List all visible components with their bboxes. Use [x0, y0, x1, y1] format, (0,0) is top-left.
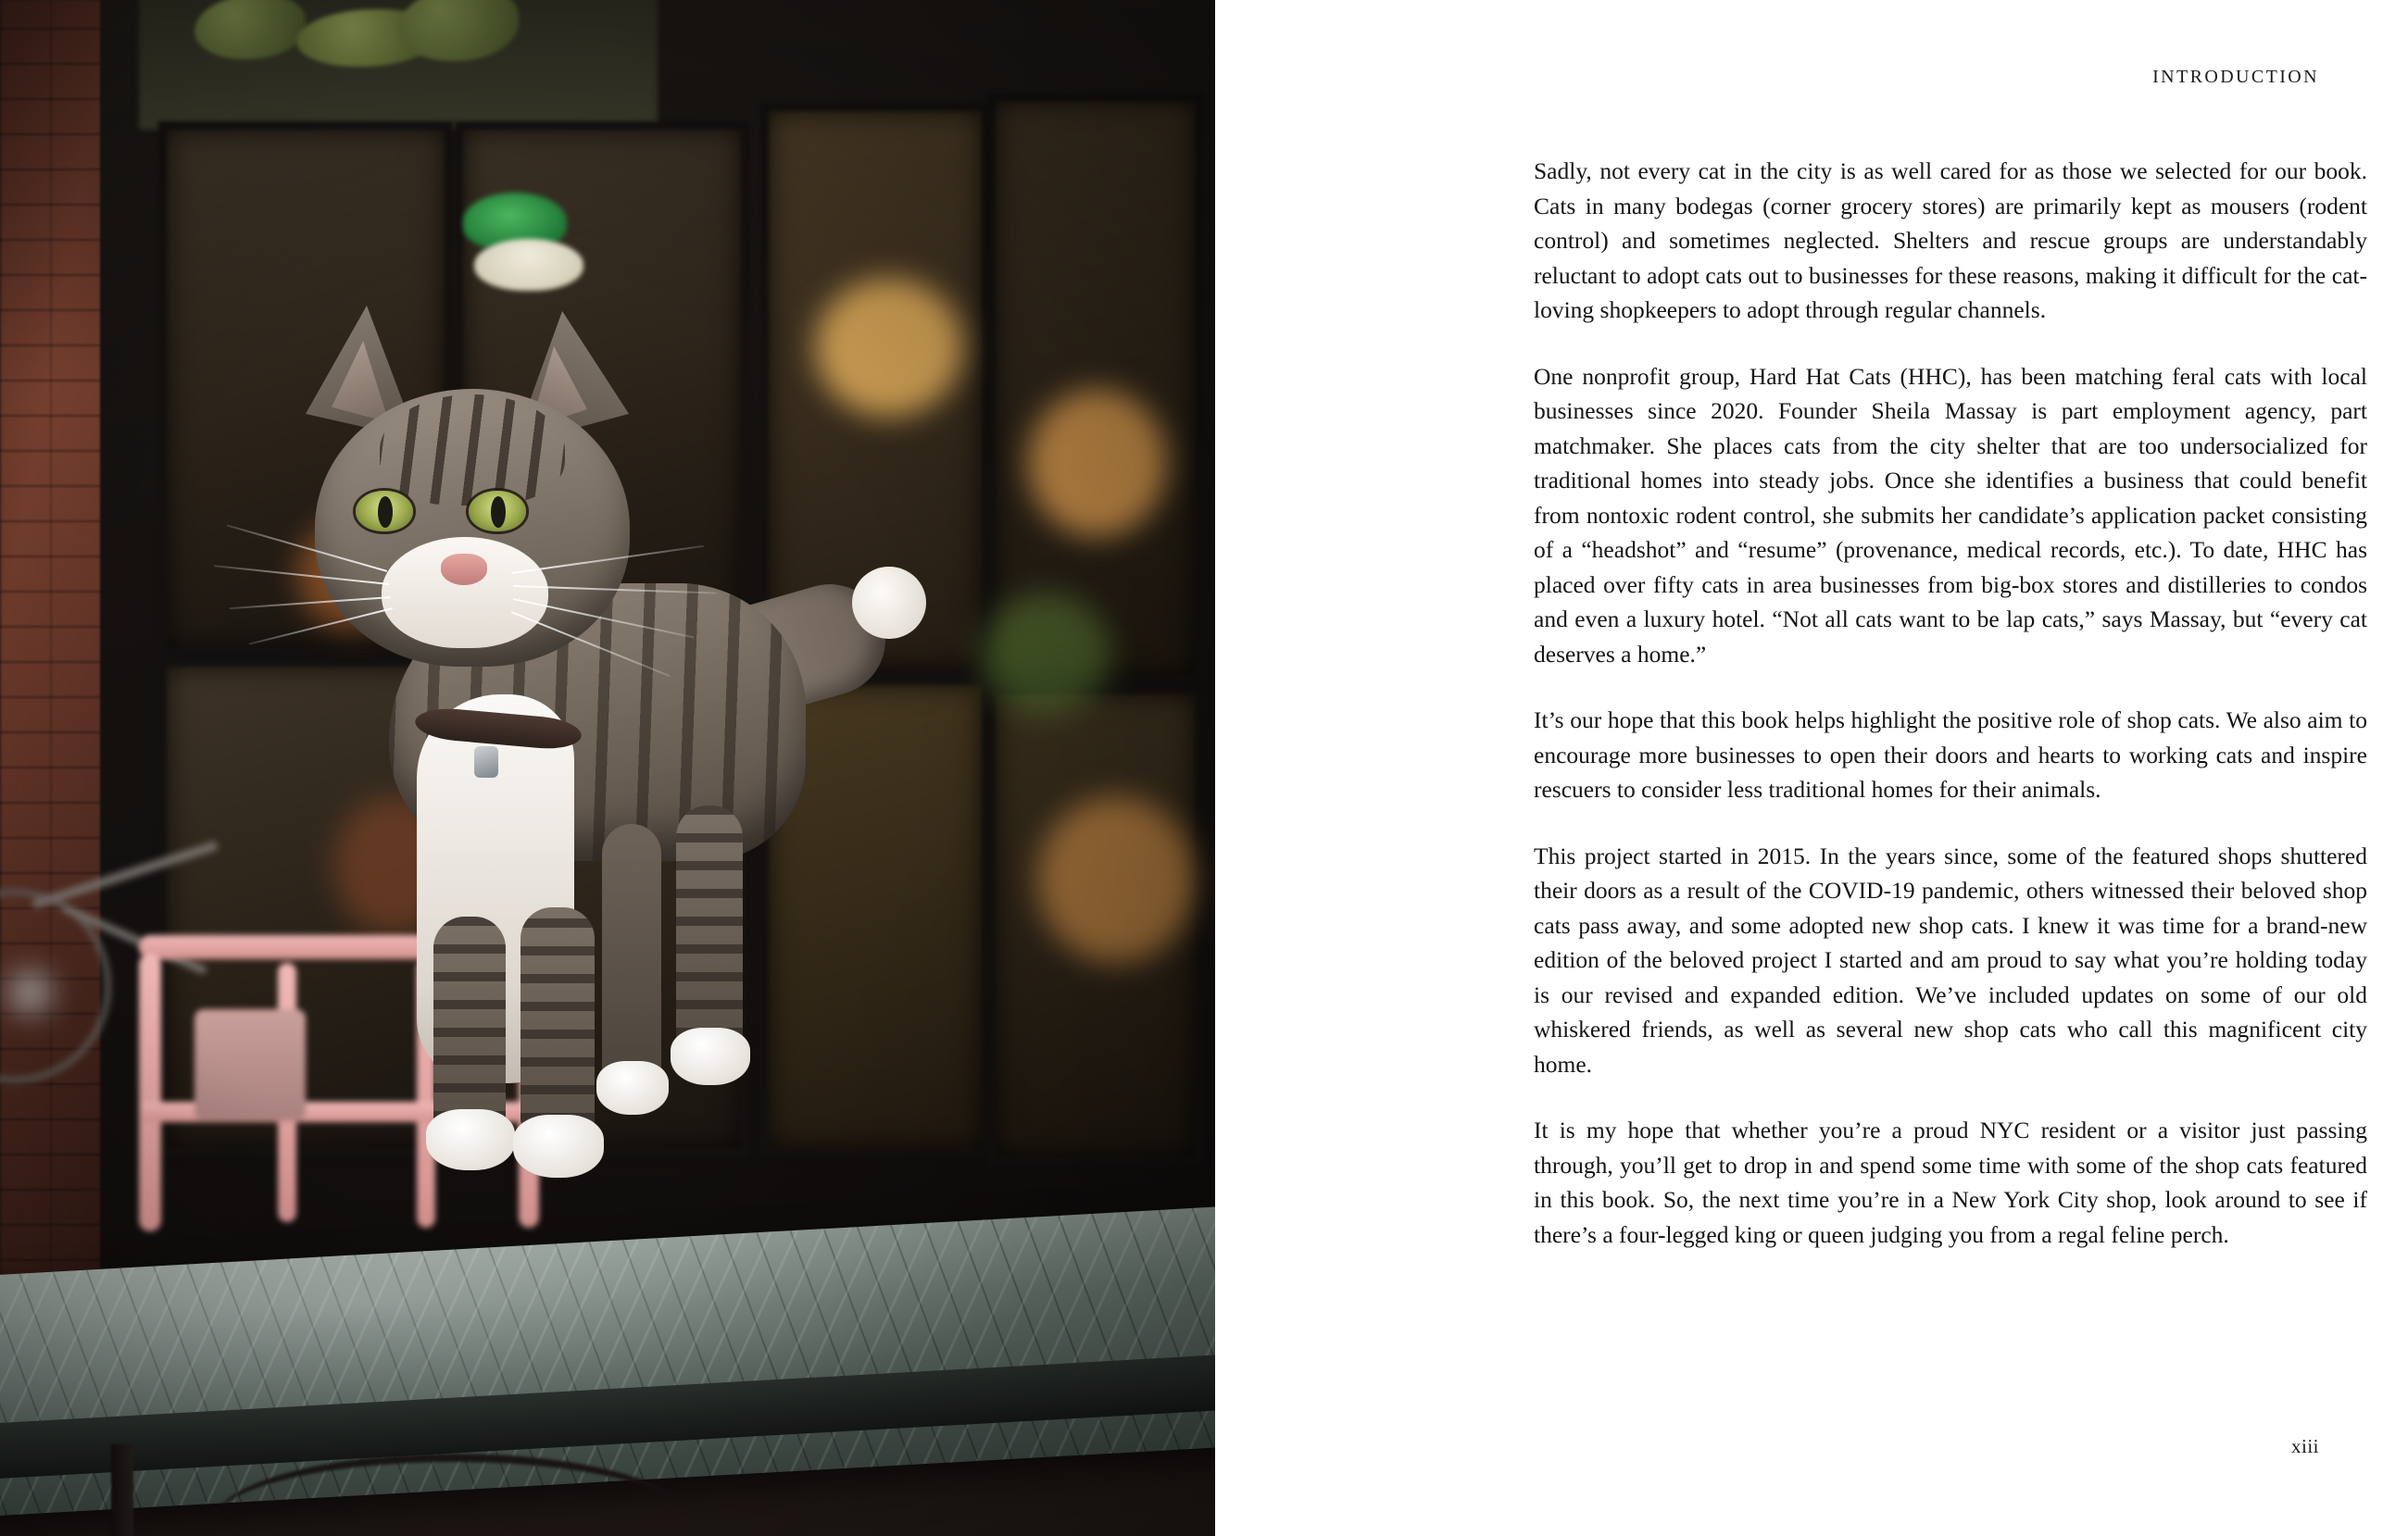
- paragraph: It’s our hope that this book helps highlight the positive role of shop cats. We also aim to encourage more businesses to open their doors and hearts to working cats and inspire rescuers to consider less traditional homes for their animals.: [1534, 706, 2367, 803]
- cat-id-tag: [474, 746, 498, 778]
- body-text-column: [1534, 154, 2367, 1252]
- cat-pupil-right: [491, 496, 506, 528]
- page-number: xiii: [2290, 1435, 2319, 1457]
- cat-front-paw: [513, 1115, 604, 1178]
- running-head: INTRODUCTION: [2152, 67, 2319, 87]
- interior-light-glow: [1028, 389, 1167, 537]
- paragraph: It is my hope that whether you’re a proud NYC resident or a visitor just passing through, you’ll get to drop in and spend some time with some of the shop cats featured in this book. So, the next time you’re in a New York City shop, look around to see if there’s a four-legged king or queen judging you from a regal feline perch.: [1534, 1117, 2367, 1248]
- cat-forehead-stripes: [380, 394, 565, 506]
- paragraph: Sadly, not every cat in the city is as well cared for as those we selected for our book. Cats in many bodegas (corner grocery stores) are primarily kept as mousers (rodent control) and sometimes neglected. Shelters and rescue groups are understandably reluctant to adopt cats out to businesses for these reasons, making it difficult for the cat-loving shopkeepers to adopt through regular channels.: [1534, 157, 2367, 323]
- cat-nose: [441, 554, 487, 585]
- cat-pupil-left: [378, 496, 393, 528]
- interior-light-glow: [982, 593, 1111, 713]
- cat-front-leg-stripes: [520, 907, 595, 1150]
- pendant-lamp-shade: [474, 239, 583, 291]
- shop-cat: [278, 306, 982, 1370]
- cat-paw: [671, 1028, 750, 1085]
- interior-light-glow: [1037, 796, 1195, 963]
- cat-leg: [602, 824, 661, 1102]
- paragraph: One nonprofit group, Hard Hat Cats (HHC), has been matching feral cats with local businesses since 2020. Founder Sheila Massay is part employment agency, part matchmaker. She places cats from the city shelter that are too undersocialized for traditional homes into steady jobs. Once she identifies a business that could benefit from nontoxic rodent control, she submits her candidate’s application packet consisting of a “headshot” and “resume” (provenance, medical records, etc.). To date, HHC has placed over fifty cats in area businesses from big-box stores and distilleries to condos and even a luxury hotel. “Not all cats want to be lap cats,” says Massay, but “every cat deserves a home.”: [1534, 362, 2367, 668]
- cat-tail-tip: [852, 567, 926, 639]
- table-leg: [111, 1444, 133, 1536]
- cat-paw: [596, 1061, 669, 1115]
- paragraph: This project started in 2015. In the years since, some of the featured shops shuttered their doors as a result of the COVID-19 pandemic, others witnessed their beloved shop cats pass away, and some adopted new shop cats. I knew it was time for a brand-new edition of the beloved project I started and am proud to say what you’re holding today is our revised and expanded edition. We’ve included updates on some of our old whiskered friends, as well as several new shop cats who call this magnificent city home.: [1534, 842, 2367, 1078]
- cat-leg-stripes: [676, 805, 743, 1065]
- cat-front-paw: [426, 1109, 515, 1170]
- text-page: [1215, 0, 2408, 1536]
